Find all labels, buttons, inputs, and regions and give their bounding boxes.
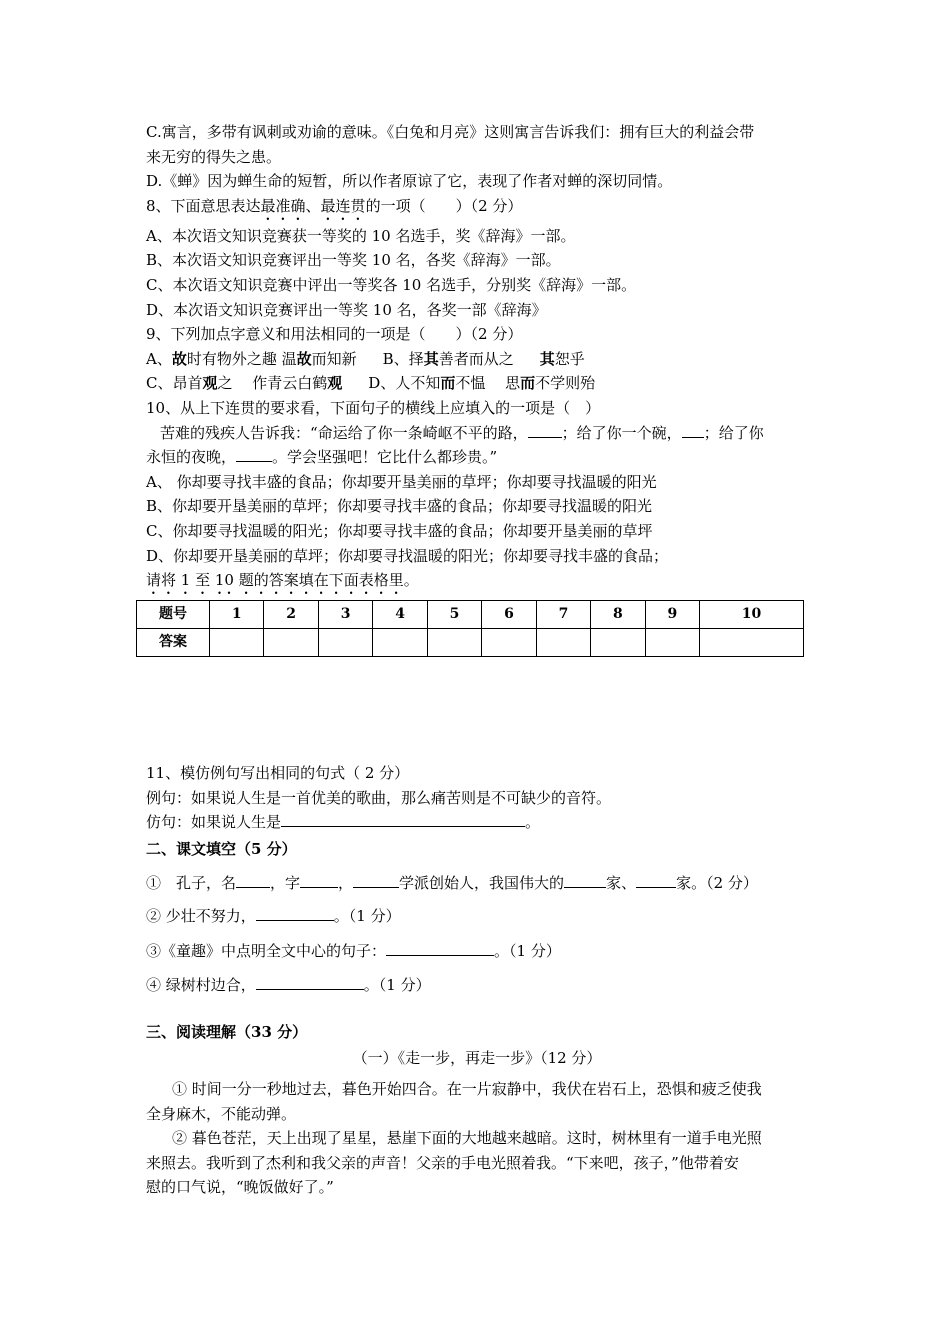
- answer-cell[interactable]: [427, 629, 481, 657]
- question-10-passage: 苦难的残疾人告诉我：“命运给了你一条崎岖不平的路， ；给了你一个碗， ；给了你: [146, 421, 808, 446]
- table-cell: 8: [591, 601, 645, 629]
- blank-2[interactable]: [682, 421, 704, 438]
- question-11-imitate: 仿句：如果说人生是 。: [146, 810, 808, 835]
- blank[interactable]: [353, 871, 399, 888]
- question-10-option-a: A、 你却要寻找丰盛的食品；你却要开垦美丽的草坪；你却要寻找温暖的阳光: [146, 472, 657, 491]
- answer-cell[interactable]: [591, 629, 645, 657]
- fill-item-4: ④ 绿树村边合， 。（1 分）: [146, 973, 808, 998]
- table-row: [137, 601, 804, 629]
- blank[interactable]: [386, 939, 494, 956]
- blank[interactable]: [256, 973, 364, 990]
- table-header-cell: 答案: [137, 629, 210, 657]
- question-9-row-cd: C、昂首观之 作青云白鹤观 D、人不知而不愠 思而不学则殆: [146, 374, 596, 393]
- blank[interactable]: [256, 904, 334, 921]
- question-8-option-d: D、本次语文知识竞赛评出一等奖 10 名，各奖一部《辞海》: [146, 300, 547, 319]
- fill-item-1: ① 孔子，名 ，字 ， 学派创始人，我国伟大的 家、 家。（2 分）: [146, 871, 808, 896]
- blank-3[interactable]: [236, 445, 272, 462]
- question-10-option-c: C、你却要寻找温暖的阳光；你却要寻找丰盛的食品；你却要开垦美丽的草坪: [146, 521, 653, 540]
- passage-title: （一）《走一步，再走一步》（12 分）: [352, 1049, 602, 1068]
- question-9-row-ab: A、故时有物外之趣 温故而知新 B、择其善者而从之 其恕乎: [146, 349, 585, 368]
- answer-note: 请将 1 至 10 题的答案填在下面表格里。: [146, 571, 419, 590]
- answer-cell[interactable]: [264, 629, 318, 657]
- question-10-option-d: D、你却要开垦美丽的草坪；你却要寻找温暖的阳光；你却要寻找丰盛的食品；: [146, 546, 669, 565]
- table-cell: 5: [427, 601, 481, 629]
- answer-cell[interactable]: [482, 629, 536, 657]
- fill-item-2: ② 少壮不努力， 。（1 分）: [146, 904, 808, 929]
- passage-paragraph-1: ① 时间一分一秒地过去，暮色开始四合。在一片寂静中，我伏在岩石上，恐惧和疲乏使我: [172, 1080, 762, 1099]
- question-10-stem: 10、从上下连贯的要求看，下面句子的横线上应填入的一项是（ ）: [146, 398, 601, 417]
- blank[interactable]: [236, 871, 270, 888]
- answer-cell[interactable]: [536, 629, 590, 657]
- question-10-passage-cont: 永恒的夜晚， 。学会坚强吧！它比什么都珍贵。”: [146, 445, 808, 470]
- answer-cell[interactable]: [210, 629, 264, 657]
- table-cell: 1: [210, 601, 264, 629]
- question-11-example: 例句：如果说人生是一首优美的歌曲，那么痛苦则是不可缺少的音符。: [146, 788, 612, 807]
- table-header-cell: 题号: [137, 601, 210, 629]
- passage-paragraph-2-cont: 来照去。我听到了杰利和我父亲的声音！父亲的手电光照着我。“下来吧，孩子，”他带着安: [146, 1153, 739, 1172]
- table-cell: 2: [264, 601, 318, 629]
- option-c-line-cont: 来无穷的得失之患。: [146, 147, 282, 166]
- table-row: [137, 629, 804, 657]
- section-2-title: 二、课文填空（5 分）: [146, 839, 297, 858]
- table-cell: 6: [482, 601, 536, 629]
- fill-item-3: ③《童趣》中点明全文中心的句子： 。（1 分）: [146, 939, 808, 964]
- question-9-stem: 9、下列加点字意义和用法相同的一项是（ ）（2 分）: [146, 325, 523, 344]
- answer-cell[interactable]: [373, 629, 427, 657]
- emphasis-dots: 最准确、最连贯: [260, 196, 366, 215]
- blank[interactable]: [300, 871, 338, 888]
- table-cell: 4: [373, 601, 427, 629]
- question-10-option-b: B、你却要开垦美丽的草坪；你却要寻找丰盛的食品；你却要寻找温暖的阳光: [146, 497, 653, 516]
- answer-cell[interactable]: [645, 629, 699, 657]
- question-8-option-b: B、本次语文知识竞赛评出一等奖 10 名，各奖《辞海》一部。: [146, 251, 561, 270]
- table-cell: 3: [318, 601, 372, 629]
- answer-cell[interactable]: [700, 629, 804, 657]
- question-8-option-a: A、本次语文知识竞赛获一等奖的 10 名选手，奖《辞海》一部。: [146, 226, 576, 245]
- question-11-stem: 11、模仿例句写出相同的句式（ 2 分）: [146, 764, 410, 783]
- exam-page: [146, 120, 808, 1200]
- table-cell: 7: [536, 601, 590, 629]
- question-8-option-c: C、本次语文知识竞赛中评出一等奖各 10 名选手，分别奖《辞海》一部。: [146, 275, 637, 294]
- answer-table: [136, 600, 804, 657]
- section-3-title: 三、阅读理解（33 分）: [146, 1022, 308, 1041]
- blank[interactable]: [564, 871, 606, 888]
- option-c-line: C.寓言，多带有讽刺或劝谕的意味。《白兔和月亮》这则寓言告诉我们：拥有巨大的利益会带: [146, 123, 755, 141]
- answer-cell[interactable]: [318, 629, 372, 657]
- passage-paragraph-2-end: 慰的口气说，“晚饭做好了。”: [146, 1178, 334, 1197]
- blank-1[interactable]: [528, 421, 562, 438]
- imitate-blank[interactable]: [281, 810, 525, 827]
- passage-paragraph-2: ② 暮色苍茫，天上出现了星星，悬崖下面的大地越来越暗。这时，树林里有一道手电光照: [172, 1129, 762, 1148]
- table-cell: 10: [700, 601, 804, 629]
- option-d-line: D.《蝉》因为蝉生命的短暂，所以作者原谅了它，表现了作者对蝉的深切同情。: [146, 172, 673, 191]
- passage-paragraph-1-cont: 全身麻木，不能动弹。: [146, 1104, 297, 1123]
- question-8-stem: 8、下面意思表达最准确、最连贯的一项（ ）（2 分）: [146, 196, 523, 215]
- blank[interactable]: [636, 871, 676, 888]
- table-cell: 9: [645, 601, 699, 629]
